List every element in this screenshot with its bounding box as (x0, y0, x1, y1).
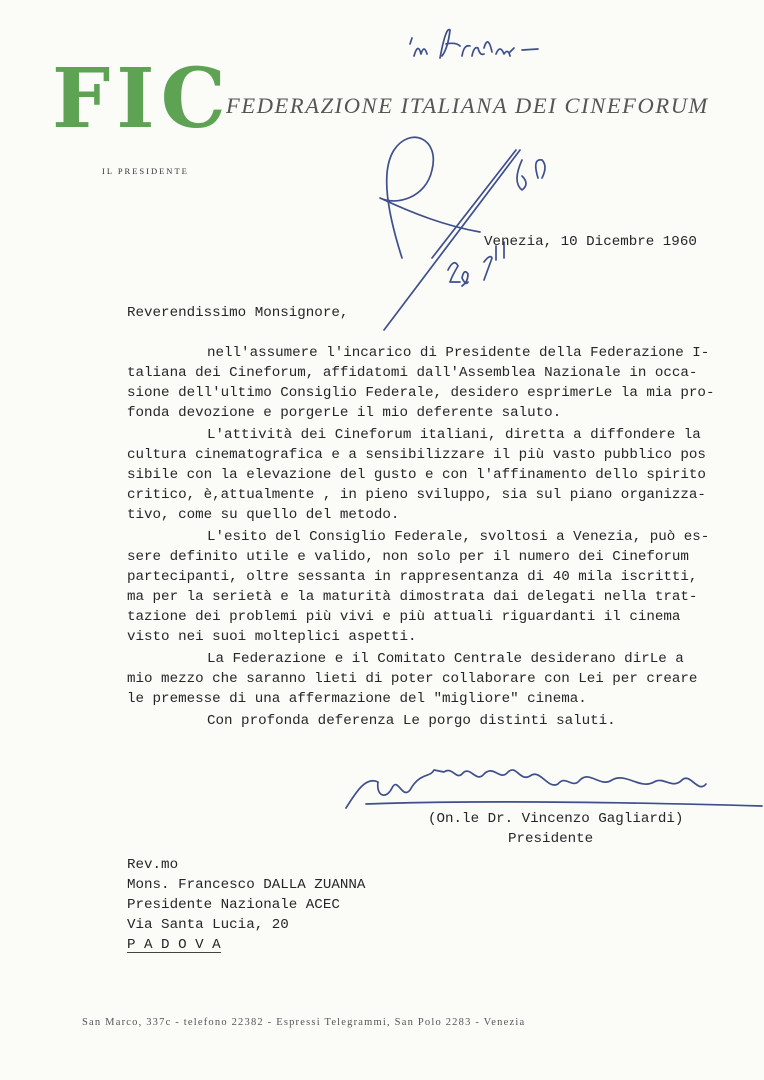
body-line: taliana dei Cineforum, affidatomi dall'Assemblea Nazionale in occa- (127, 365, 698, 381)
body-line: nell'assumere l'incarico di Presidente della Federazione I- (207, 345, 710, 361)
sender-role: IL PRESIDENTE (102, 166, 189, 176)
body-line: La Federazione e il Comitato Centrale desiderano dirLe a (207, 651, 684, 667)
body-line: sione dell'ultimo Consiglio Federale, desidero esprimerLe la mia pro- (127, 385, 715, 401)
signatory-title: Presidente (508, 831, 594, 847)
body-line: le premesse di una affermazione del "migliore" cinema. (127, 691, 587, 707)
body-line: visto nei suoi molteplici aspetti. (127, 629, 417, 645)
body-line: sibile con la elevazione del gusto e con l'affinamento dello spirito (127, 467, 706, 483)
closing: Con profonda deferenza Le porgo distinti saluti. (207, 713, 616, 729)
handwritten-r-mark (380, 137, 480, 258)
body-line: partecipanti, oltre sessanta in rappresentanza di 40 mila iscritti, (127, 569, 698, 585)
place-date: Venezia, 10 Dicembre 1960 (484, 234, 697, 250)
body-line: ma per la serietà e la maturità dimostrata dai delegati nella trat- (127, 589, 698, 605)
signature-stroke (346, 770, 706, 808)
recipient-line: Mons. Francesco DALLA ZUANNA (127, 877, 366, 893)
body-line: L'attività dei Cineforum italiani, diretta a diffondere la (207, 427, 701, 443)
letterhead-footer: San Marco, 337c - telefono 22382 - Espressi Telegrammi, San Polo 2283 - Venezia (82, 1017, 526, 1028)
fic-logo: FIC (52, 51, 232, 147)
body-line: cultura cinematografica e a sensibilizzare il più vasto pubblico pos (127, 447, 706, 463)
salutation: Reverendissimo Monsignore, (127, 305, 349, 321)
body-line: L'esito del Consiglio Federale, svoltosi a Venezia, può es- (207, 529, 710, 545)
body-line: mio mezzo che saranno lieti di poter collaborare con Lei per creare (127, 671, 698, 687)
recipient-line: Rev.mo (127, 857, 179, 873)
organization-name: FEDERAZIONE ITALIANA DEI CINEFORUM (226, 93, 709, 118)
body-line: fonda devozione e porgerLe il mio deferente saluto. (127, 405, 562, 421)
signatory-name: (On.le Dr. Vincenzo Gagliardi) (428, 811, 684, 827)
handwritten-date-stamp (448, 160, 545, 286)
recipient-city: P A D O V A (127, 937, 221, 953)
recipient-line: Via Santa Lucia, 20 (127, 917, 289, 933)
body-line: tazione dei problemi più vivi e più attuali riguardanti il cinema (127, 609, 681, 625)
recipient-line: Presidente Nazionale ACEC (127, 897, 340, 913)
body-line: critico, è,attualmente , in pieno sviluppo, sia sul piano organizza- (127, 487, 706, 503)
signature-underline (366, 802, 762, 806)
body-line: sere definito utile e valido, non solo per il numero dei Cineforum (127, 549, 689, 565)
handwritten-note-in-archivio (410, 30, 538, 58)
body-line: tivo, come su quello del metodo. (127, 507, 400, 523)
